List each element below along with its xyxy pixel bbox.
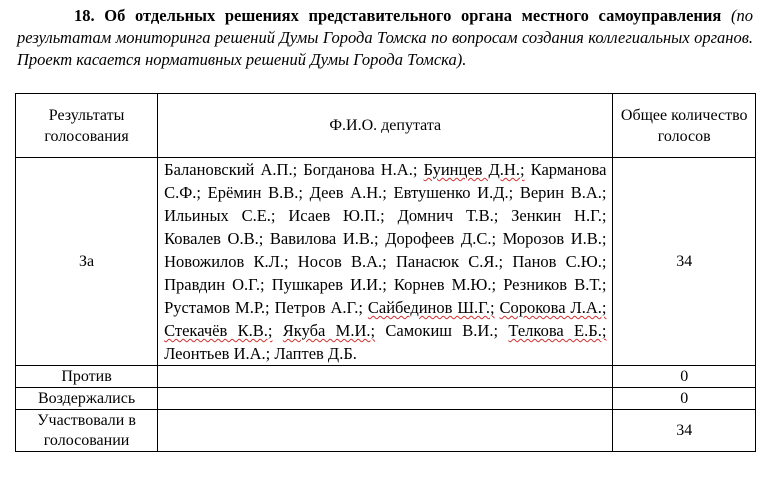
deputy-name: Карманова С.Ф.; xyxy=(164,160,607,202)
deputies-list-protiv xyxy=(158,366,613,388)
deputy-name: Новожилов К.Л.; xyxy=(164,252,289,271)
total-protiv: 0 xyxy=(613,366,756,388)
deputy-name: Богданова Н.А.; xyxy=(303,160,418,179)
table-row-protiv xyxy=(16,366,756,388)
deputy-name: Сайбединов Ш.Г.; xyxy=(367,298,495,317)
table-row-vozderzhalis xyxy=(16,388,756,410)
row-label-vozderzhalis: Воздержались xyxy=(16,388,158,410)
total-vozderzhalis: 0 xyxy=(613,388,756,410)
deputy-name: Верин В.А.; xyxy=(519,183,607,202)
deputy-name: Телкова Е.Б.; xyxy=(508,321,607,340)
deputy-name: Пушкарев И.И.; xyxy=(271,275,387,294)
deputy-name: Буинцев Д.Н.; xyxy=(423,160,525,179)
header-deputy: Ф.И.О. депутата xyxy=(158,94,613,158)
deputy-name: Рустамов М.Р.; xyxy=(164,298,270,317)
section-note: (по результатам мониторинга решений Думы Города Томска по вопросам создания коллегиальных органов. Проект касается нормативных решений Думы Города Томска). xyxy=(17,6,754,69)
deputy-name: Якуба М.И.; xyxy=(282,321,376,340)
deputy-name: Резников В.Т.; xyxy=(503,275,607,294)
header-total: Общее количество голосов xyxy=(613,94,756,158)
deputy-name: Стекачёв К.В.; xyxy=(164,321,273,340)
deputies-list-vozderzhalis xyxy=(158,388,613,410)
row-label-za: За xyxy=(16,158,158,366)
deputy-name: Исаев Ю.П.; xyxy=(288,206,385,225)
table-header-row xyxy=(16,94,756,158)
row-label-uchastvovali: Участвовали в голосовании xyxy=(16,410,158,452)
deputy-name: Ковалев О.В.; xyxy=(164,229,264,248)
row-label-protiv: Против xyxy=(16,366,158,388)
section-number: 18. xyxy=(74,6,95,25)
deputy-name: Панасюк С.Я.; xyxy=(395,252,504,271)
deputy-name: Зенкин Н.Г.; xyxy=(511,206,607,225)
deputy-name: Корнев М.Ю.; xyxy=(393,275,497,294)
table-row-uchastvovali xyxy=(16,410,756,452)
deputy-name: Леонтьев И.А.; xyxy=(164,344,271,363)
deputy-name: Самокиш В.И.; xyxy=(385,321,499,340)
deputy-name: Дорофеев Д.С.; xyxy=(385,229,497,248)
voting-results-table xyxy=(15,93,756,452)
deputy-name: Сорокова Л.А.; xyxy=(499,298,607,317)
deputy-name: Балановский А.П.; xyxy=(164,160,298,179)
deputy-name: Петров А.Г.; xyxy=(274,298,363,317)
deputy-name: Ерёмин В.В.; xyxy=(207,183,303,202)
section-title: Об отдельных решениях представительного органа местного самоуправления xyxy=(104,6,722,25)
section-heading xyxy=(17,5,753,71)
deputy-name: Домнич Т.В.; xyxy=(397,206,499,225)
total-uchastvovali: 34 xyxy=(613,410,756,452)
deputies-list-uchastvovali xyxy=(158,410,613,452)
deputy-name: Носов В.А.; xyxy=(297,252,387,271)
deputy-name: Панов С.Ю.; xyxy=(512,252,607,271)
deputy-name: Ильиных С.Е.; xyxy=(164,206,276,225)
header-results: Результаты голосования xyxy=(16,94,158,158)
total-za: 34 xyxy=(613,158,756,366)
deputies-list-za xyxy=(158,158,613,366)
table-row-za xyxy=(16,158,756,366)
deputy-name: Морозов И.В.; xyxy=(502,229,607,248)
deputy-name: Лаптев Д.Б. xyxy=(274,344,357,363)
deputy-name: Правдин О.Г.; xyxy=(164,275,265,294)
deputy-name: Деев А.Н.; xyxy=(309,183,387,202)
deputy-name: Евтушенко И.Д.; xyxy=(393,183,514,202)
deputy-name: Вавилова И.В.; xyxy=(269,229,379,248)
